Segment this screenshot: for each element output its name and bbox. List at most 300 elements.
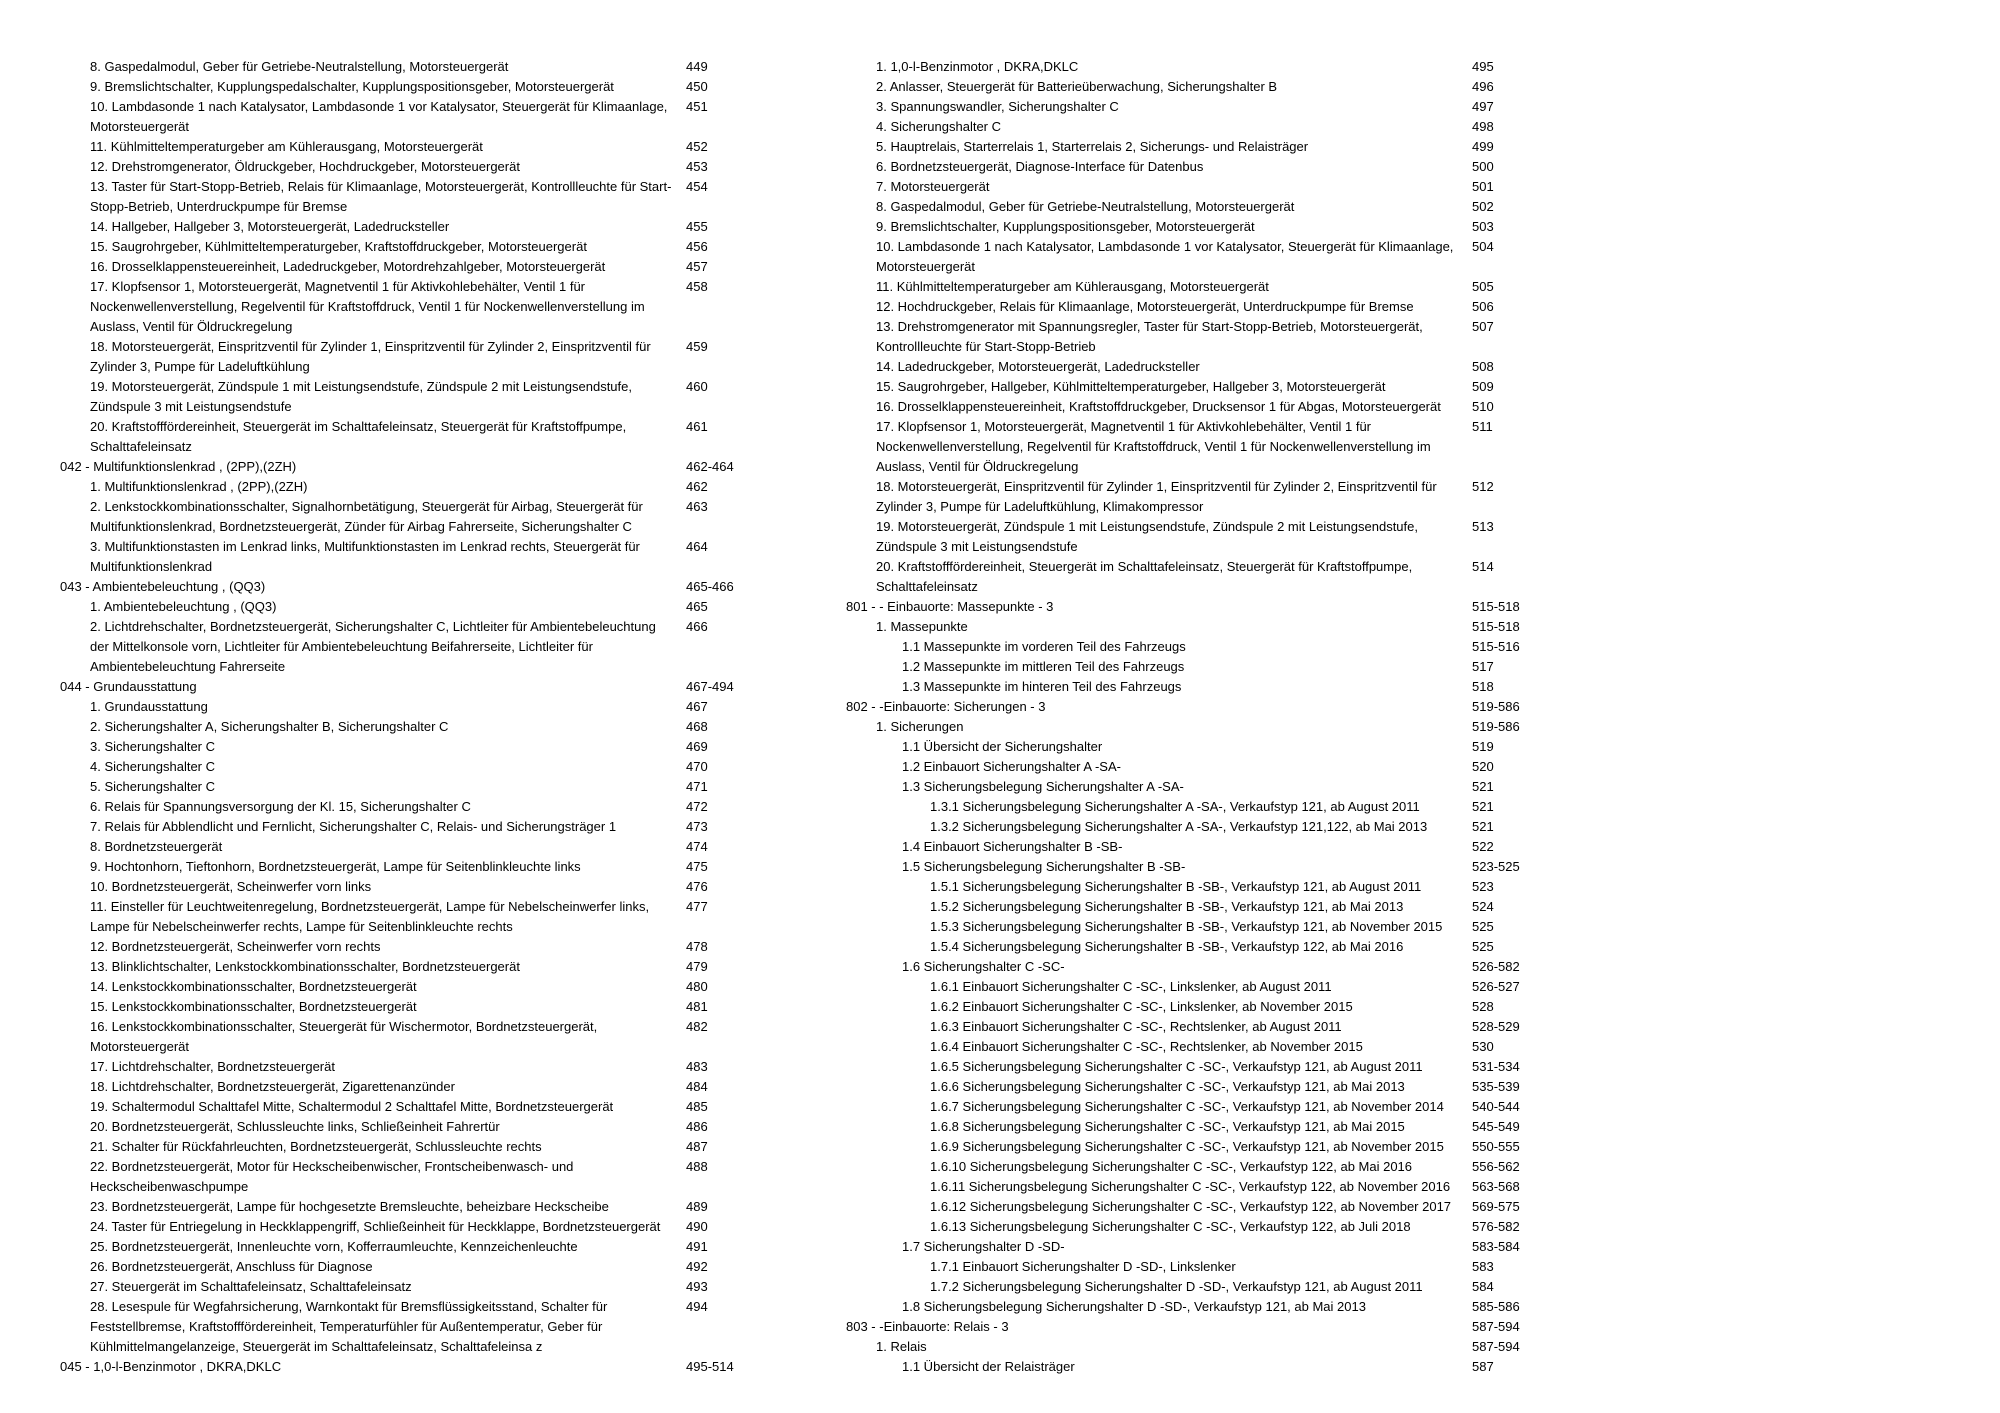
toc-entry-page-number: 535-539 (1472, 1079, 1520, 1094)
toc-entry (60, 1137, 800, 1157)
toc-entry (60, 1117, 800, 1137)
toc-entry-title: 18. Motorsteuergerät, Einspritzventil für Zylinder 1, Einspritzventil für Zylinder 2, Einspritzventil für Zylinder 3, Pumpe für Ladeluftkühlung, Klimakompressor (876, 479, 1437, 514)
toc-entry-title: 14. Hallgeber, Hallgeber 3, Motorsteuergerät, Ladedrucksteller (90, 219, 450, 234)
toc-entry-title: 20. Kraftstofffördereinheit, Steuergerät im Schalttafeleinsatz, Steuergerät für Kraftstoffpumpe, Schalttafeleinsatz (876, 559, 1413, 594)
toc-entry-title: 16. Lenkstockkombinationsschalter, Steuergerät für Wischermotor, Bordnetzsteuergerät, Motorsteuergerät (90, 1019, 598, 1054)
toc-entry (846, 637, 1586, 657)
toc-entry-title: 5. Hauptrelais, Starterrelais 1, Starterrelais 2, Sicherungs- und Relaisträger (876, 139, 1309, 154)
toc-entry (846, 877, 1586, 897)
toc-entry-title: 11. Einsteller für Leuchtweitenregelung, Bordnetzsteuergerät, Lampe für Nebelscheinwerfer links, Lampe für Nebelscheinwerfer rechts, Lampe für Seitenblinkleuchte rechts (90, 899, 650, 934)
toc-entry (60, 1157, 800, 1197)
toc-entry-title: 044 - Grundausstattung (60, 679, 197, 694)
toc-entry (60, 877, 800, 897)
toc-entry-title: 10. Bordnetzsteuergerät, Scheinwerfer vorn links (90, 879, 372, 894)
toc-entry-title: 1. Relais (876, 1339, 927, 1354)
toc-entry-title: 17. Klopfsensor 1, Motorsteuergerät, Magnetventil 1 für Aktivkohlebehälter, Ventil 1 für Nockenwellenverstellung, Regelventil für Kraftstoffdruck, Ventil 1 für Nockenwellenverstellung im Auslass, Ventil für Öldruckregelung (90, 279, 645, 334)
toc-entry-title: 12. Bordnetzsteuergerät, Scheinwerfer vorn rechts (90, 939, 381, 954)
toc-entry-page-number: 506 (1472, 299, 1494, 314)
toc-entry-title: 043 - Ambientebeleuchtung , (QQ3) (60, 579, 266, 594)
toc-entry (60, 1017, 800, 1057)
toc-entry (846, 957, 1586, 977)
toc-entry (846, 177, 1586, 197)
toc-entry (846, 697, 1586, 717)
toc-entry-title: 1.6.8 Sicherungsbelegung Sicherungshalter C -SC-, Verkaufstyp 121, ab Mai 2015 (930, 1119, 1405, 1134)
toc-entry (60, 1277, 800, 1297)
toc-entry (60, 1237, 800, 1257)
toc-entry-page-number: 480 (686, 979, 708, 994)
toc-entry-page-number: 486 (686, 1119, 708, 1134)
toc-entry (60, 537, 800, 577)
toc-entry-title: 3. Sicherungshalter C (90, 739, 216, 754)
toc-entry-page-number: 521 (1472, 799, 1494, 814)
toc-entry (60, 757, 800, 777)
toc-entry-page-number: 465-466 (686, 579, 734, 594)
toc-entry-title: 1.3 Sicherungsbelegung Sicherungshalter A -SA- (902, 779, 1184, 794)
toc-entry-page-number: 540-544 (1472, 1099, 1520, 1114)
toc-entry-page-number: 467 (686, 699, 708, 714)
toc-entry-page-number: 517 (1472, 659, 1494, 674)
toc-entry (846, 937, 1586, 957)
toc-entry-page-number: 583-584 (1472, 1239, 1520, 1254)
toc-entry-title: 1.6.3 Einbauort Sicherungshalter C -SC-, Rechtslenker, ab August 2011 (930, 1019, 1342, 1034)
toc-entry-title: 042 - Multifunktionslenkrad , (2PP),(2ZH) (60, 459, 297, 474)
toc-entry-page-number: 498 (1472, 119, 1494, 134)
toc-entry (60, 977, 800, 997)
toc-entry-page-number: 485 (686, 1099, 708, 1114)
toc-entry-title: 27. Steuergerät im Schalttafeleinsatz, Schalttafeleinsatz (90, 1279, 412, 1294)
toc-entry-page-number: 474 (686, 839, 708, 854)
toc-entry-title: 1. 1,0-l-Benzinmotor , DKRA,DKLC (876, 59, 1079, 74)
toc-entry-page-number: 528-529 (1472, 1019, 1520, 1034)
toc-entry-title: 20. Bordnetzsteuergerät, Schlussleuchte links, Schließeinheit Fahrertür (90, 1119, 500, 1134)
toc-entry-title: 1.2 Massepunkte im mittleren Teil des Fahrzeugs (902, 659, 1185, 674)
toc-entry-page-number: 504 (1472, 239, 1494, 254)
toc-column-right (846, 57, 1586, 1377)
toc-entry-page-number: 475 (686, 859, 708, 874)
toc-entry (846, 1357, 1586, 1377)
toc-entry-title: 1.6.6 Sicherungsbelegung Sicherungshalter C -SC-, Verkaufstyp 121, ab Mai 2013 (930, 1079, 1405, 1094)
toc-entry-title: 1.2 Einbauort Sicherungshalter A -SA- (902, 759, 1121, 774)
toc-entry (846, 857, 1586, 877)
toc-entry-page-number: 519-586 (1472, 699, 1520, 714)
toc-entry-page-number: 489 (686, 1199, 708, 1214)
toc-entry-page-number: 469 (686, 739, 708, 754)
toc-entry (846, 517, 1586, 557)
toc-entry-title: 19. Motorsteuergerät, Zündspule 1 mit Leistungsendstufe, Zündspule 2 mit Leistungsendstufe, Zündspule 3 mit Leistungsendstufe (876, 519, 1418, 554)
toc-entry (846, 57, 1586, 77)
toc-entry (846, 1097, 1586, 1117)
toc-entry (60, 157, 800, 177)
toc-entry (846, 997, 1586, 1017)
toc-entry-title: 14. Ladedruckgeber, Motorsteuergerät, Ladedrucksteller (876, 359, 1200, 374)
toc-entry-page-number: 466 (686, 619, 708, 634)
toc-entry-page-number: 456 (686, 239, 708, 254)
toc-entry-page-number: 525 (1472, 919, 1494, 934)
toc-entry-title: 26. Bordnetzsteuergerät, Anschluss für Diagnose (90, 1259, 373, 1274)
toc-entry-page-number: 471 (686, 779, 708, 794)
toc-entry-title: 10. Lambdasonde 1 nach Katalysator, Lambdasonde 1 vor Katalysator, Steuergerät für Klimaanlage, Motorsteuergerät (876, 239, 1454, 274)
toc-entry-page-number: 530 (1472, 1039, 1494, 1054)
toc-entry (846, 757, 1586, 777)
toc-entry-title: 2. Lichtdrehschalter, Bordnetzsteuergerät, Sicherungshalter C, Lichtleiter für Ambientebeleuchtung der Mittelkonsole vorn, Lichtleiter für Ambientebeleuchtung Beifahrerseite, Lichtleiter für Ambientebeleuchtung Fahrerseite (90, 619, 656, 674)
toc-entry-title: 1.5.4 Sicherungsbelegung Sicherungshalter B -SB-, Verkaufstyp 122, ab Mai 2016 (930, 939, 1404, 954)
toc-entry (60, 377, 800, 417)
toc-entry (60, 477, 800, 497)
toc-entry (846, 677, 1586, 697)
toc-entry-page-number: 465 (686, 599, 708, 614)
toc-entry-title: 802 - -Einbauorte: Sicherungen - 3 (846, 699, 1046, 714)
toc-entry (60, 57, 800, 77)
toc-entry-title: 8. Gaspedalmodul, Geber für Getriebe-Neutralstellung, Motorsteuergerät (90, 59, 509, 74)
toc-entry-page-number: 462 (686, 479, 708, 494)
toc-entry-title: 1. Multifunktionslenkrad , (2PP),(2ZH) (90, 479, 308, 494)
toc-entry-title: 17. Klopfsensor 1, Motorsteuergerät, Magnetventil 1 für Aktivkohlebehälter, Ventil 1 für Nockenwellenverstellung, Regelventil für Kraftstoffdruck, Ventil 1 für Nockenwellenverstellung im Auslass, Ventil für Öldruckregelung (876, 419, 1431, 474)
toc-entry (846, 77, 1586, 97)
toc-entry (846, 1077, 1586, 1097)
toc-entry-title: 1.6.12 Sicherungsbelegung Sicherungshalter C -SC-, Verkaufstyp 122, ab November 2017 (930, 1199, 1452, 1214)
toc-entry (846, 417, 1586, 477)
toc-entry-page-number: 550-555 (1472, 1139, 1520, 1154)
toc-entry (60, 1077, 800, 1097)
toc-entry (846, 137, 1586, 157)
toc-entry-page-number: 521 (1472, 779, 1494, 794)
toc-entry-title: 3. Spannungswandler, Sicherungshalter C (876, 99, 1119, 114)
toc-entry-title: 15. Saugrohrgeber, Hallgeber, Kühlmitteltemperaturgeber, Hallgeber 3, Motorsteuergerät (876, 379, 1386, 394)
toc-entry-title: 11. Kühlmitteltemperaturgeber am Kühlerausgang, Motorsteuergerät (876, 279, 1269, 294)
toc-entry-page-number: 467-494 (686, 679, 734, 694)
toc-entry-title: 13. Drehstromgenerator mit Spannungsregler, Taster für Start-Stopp-Betrieb, Motorsteuergerät, Kontrollleuchte für Start-Stopp-Betrieb (876, 319, 1423, 354)
toc-entry-page-number: 518 (1472, 679, 1494, 694)
toc-entry-page-number: 488 (686, 1159, 708, 1174)
toc-entry (846, 357, 1586, 377)
toc-entry (60, 617, 800, 677)
toc-entry-title: 17. Lichtdrehschalter, Bordnetzsteuergerät (90, 1059, 335, 1074)
toc-entry (60, 217, 800, 237)
toc-entry (60, 697, 800, 717)
toc-entry-page-number: 511 (1472, 419, 1493, 434)
toc-entry-page-number: 451 (686, 99, 708, 114)
toc-entry-page-number: 531-534 (1472, 1059, 1520, 1074)
toc-entry-title: 1.5.2 Sicherungsbelegung Sicherungshalter B -SB-, Verkaufstyp 121, ab Mai 2013 (930, 899, 1404, 914)
toc-entry (846, 717, 1586, 737)
toc-entry-title: 1.3 Massepunkte im hinteren Teil des Fahrzeugs (902, 679, 1182, 694)
toc-entry (846, 557, 1586, 597)
toc-entry-page-number: 459 (686, 339, 708, 354)
toc-entry-title: 2. Lenkstockkombinationsschalter, Signalhornbetätigung, Steuergerät für Airbag, Steuergerät für Multifunktionslenkrad, Bordnetzsteuergerät, Zünder für Airbag Fahrerseite, Sicherungshalter C (90, 499, 643, 534)
toc-entry-title: 1.3.2 Sicherungsbelegung Sicherungshalter A -SA-, Verkaufstyp 121,122, ab Mai 2013 (930, 819, 1428, 834)
toc-entry-page-number: 505 (1472, 279, 1494, 294)
toc-entry-page-number: 468 (686, 719, 708, 734)
toc-entry-title: 1.5.1 Sicherungsbelegung Sicherungshalter B -SB-, Verkaufstyp 121, ab August 2011 (930, 879, 1422, 894)
toc-entry-page-number: 457 (686, 259, 708, 274)
toc-entry-page-number: 483 (686, 1059, 708, 1074)
toc-entry (60, 677, 800, 697)
toc-entry-title: 21. Schalter für Rückfahrleuchten, Bordnetzsteuergerät, Schlussleuchte rechts (90, 1139, 542, 1154)
toc-entry-page-number: 526-582 (1472, 959, 1520, 974)
toc-entry-page-number: 490 (686, 1219, 708, 1234)
toc-entry-page-number: 569-575 (1472, 1199, 1520, 1214)
toc-entry-page-number: 450 (686, 79, 708, 94)
toc-entry (60, 277, 800, 337)
toc-entry-page-number: 502 (1472, 199, 1494, 214)
toc-entry (846, 597, 1586, 617)
toc-entry-page-number: 584 (1472, 1279, 1494, 1294)
toc-entry-page-number: 521 (1472, 819, 1494, 834)
toc-entry (60, 417, 800, 457)
toc-entry-page-number: 583 (1472, 1259, 1494, 1274)
toc-entry-title: 1.6.1 Einbauort Sicherungshalter C -SC-, Linkslenker, ab August 2011 (930, 979, 1332, 994)
toc-entry-page-number: 453 (686, 159, 708, 174)
toc-entry-title: 1.6 Sicherungshalter C -SC- (902, 959, 1065, 974)
toc-entry-title: 18. Lichtdrehschalter, Bordnetzsteuergerät, Zigarettenanzünder (90, 1079, 455, 1094)
toc-entry (846, 377, 1586, 397)
toc-entry (846, 1037, 1586, 1057)
toc-entry-page-number: 587-594 (1472, 1339, 1520, 1354)
toc-entry-page-number: 452 (686, 139, 708, 154)
toc-entry (846, 317, 1586, 357)
toc-entry-page-number: 522 (1472, 839, 1494, 854)
toc-entry-title: 25. Bordnetzsteuergerät, Innenleuchte vorn, Kofferraumleuchte, Kennzeichenleuchte (90, 1239, 578, 1254)
toc-entry-page-number: 495 (1472, 59, 1494, 74)
toc-entry (846, 217, 1586, 237)
toc-entry (60, 257, 800, 277)
toc-entry (846, 1237, 1586, 1257)
toc-entry-title: 23. Bordnetzsteuergerät, Lampe für hochgesetzte Bremsleuchte, beheizbare Heckscheibe (90, 1199, 609, 1214)
toc-entry-page-number: 510 (1472, 399, 1494, 414)
toc-entry-title: 9. Hochtonhorn, Tieftonhorn, Bordnetzsteuergerät, Lampe für Seitenblinkleuchte links (90, 859, 581, 874)
toc-entry (60, 577, 800, 597)
toc-entry-page-number: 501 (1472, 179, 1494, 194)
toc-entry-page-number: 493 (686, 1279, 708, 1294)
toc-entry-page-number: 455 (686, 219, 708, 234)
toc-entry (846, 797, 1586, 817)
toc-entry (60, 837, 800, 857)
toc-entry-title: 4. Sicherungshalter C (876, 119, 1002, 134)
toc-entry-page-number: 473 (686, 819, 708, 834)
toc-entry-title: 19. Schaltermodul Schalttafel Mitte, Schaltermodul 2 Schalttafel Mitte, Bordnetzsteuergerät (90, 1099, 614, 1114)
toc-entry-title: 801 - - Einbauorte: Massepunkte - 3 (846, 599, 1054, 614)
toc-entry-page-number: 514 (1472, 559, 1494, 574)
toc-entry-title: 7. Relais für Abblendlicht und Fernlicht, Sicherungshalter C, Relais- und Sicherungsträger 1 (90, 819, 617, 834)
toc-entry (846, 1257, 1586, 1277)
toc-entry-title: 1.6.13 Sicherungsbelegung Sicherungshalter C -SC-, Verkaufstyp 122, ab Juli 2018 (930, 1219, 1411, 1234)
toc-entry-title: 1.1 Massepunkte im vorderen Teil des Fahrzeugs (902, 639, 1186, 654)
toc-entry-page-number: 503 (1472, 219, 1494, 234)
toc-entry-title: 2. Sicherungshalter A, Sicherungshalter B, Sicherungshalter C (90, 719, 449, 734)
toc-entry-title: 6. Relais für Spannungsversorgung der Kl. 15, Sicherungshalter C (90, 799, 471, 814)
toc-entry-title: 11. Kühlmitteltemperaturgeber am Kühlerausgang, Motorsteuergerät (90, 139, 483, 154)
toc-entry (846, 1297, 1586, 1317)
toc-entry-page-number: 523-525 (1472, 859, 1520, 874)
toc-entry (60, 237, 800, 257)
toc-entry (846, 297, 1586, 317)
toc-entry-title: 13. Taster für Start-Stopp-Betrieb, Relais für Klimaanlage, Motorsteuergerät, Kontrollleuchte für Start-Stopp-Betrieb, Unterdruckpumpe für Bremse (90, 179, 672, 214)
toc-entry-page-number: 484 (686, 1079, 708, 1094)
toc-entry-page-number: 515-516 (1472, 639, 1520, 654)
toc-entry-title: 1. Ambientebeleuchtung , (QQ3) (90, 599, 277, 614)
toc-entry (846, 1177, 1586, 1197)
toc-entry-title: 13. Blinklichtschalter, Lenkstockkombinationsschalter, Bordnetzsteuergerät (90, 959, 520, 974)
toc-entry-title: 15. Saugrohrgeber, Kühlmitteltemperaturgeber, Kraftstoffdruckgeber, Motorsteuergerät (90, 239, 587, 254)
toc-entry (60, 897, 800, 937)
toc-entry-page-number: 449 (686, 59, 708, 74)
toc-entry (60, 77, 800, 97)
toc-entry-title: 1.6.7 Sicherungsbelegung Sicherungshalter C -SC-, Verkaufstyp 121, ab November 2014 (930, 1099, 1444, 1114)
toc-entry-page-number: 587-594 (1472, 1319, 1520, 1334)
toc-entry (846, 617, 1586, 637)
toc-entry (846, 737, 1586, 757)
toc-entry-title: 1.1 Übersicht der Relaisträger (902, 1359, 1075, 1374)
toc-entry (60, 797, 800, 817)
toc-entry (60, 777, 800, 797)
toc-entry-title: 1.6.4 Einbauort Sicherungshalter C -SC-, Rechtslenker, ab November 2015 (930, 1039, 1363, 1054)
toc-entry-page-number: 515-518 (1472, 599, 1520, 614)
toc-entry (60, 857, 800, 877)
toc-entry-title: 1. Massepunkte (876, 619, 968, 634)
toc-entry-title: 1.5 Sicherungsbelegung Sicherungshalter B -SB- (902, 859, 1186, 874)
toc-column-left (60, 57, 800, 1377)
toc-entry (846, 1117, 1586, 1137)
toc-entry-title: 12. Drehstromgenerator, Öldruckgeber, Hochdruckgeber, Motorsteuergerät (90, 159, 520, 174)
toc-entry-title: 1.3.1 Sicherungsbelegung Sicherungshalter A -SA-, Verkaufstyp 121, ab August 2011 (930, 799, 1420, 814)
toc-entry-title: 1.6.11 Sicherungsbelegung Sicherungshalter C -SC-, Verkaufstyp 122, ab November 2016 (930, 1179, 1451, 1194)
toc-entry-title: 1.1 Übersicht der Sicherungshalter (902, 739, 1103, 754)
toc-entry-page-number: 556-562 (1472, 1159, 1520, 1174)
toc-entry-title: 24. Taster für Entriegelung in Heckklappengriff, Schließeinheit für Heckklappe, Bordnetzsteuergerät (90, 1219, 661, 1234)
toc-entry-title: 1.7.2 Sicherungsbelegung Sicherungshalter D -SD-, Verkaufstyp 121, ab August 2011 (930, 1279, 1423, 1294)
toc-entry-title: 2. Anlasser, Steuergerät für Batterieüberwachung, Sicherungshalter B (876, 79, 1278, 94)
toc-entry-page-number: 478 (686, 939, 708, 954)
toc-entry-title: 15. Lenkstockkombinationsschalter, Bordnetzsteuergerät (90, 999, 417, 1014)
toc-entry-page-number: 563-568 (1472, 1179, 1520, 1194)
toc-entry-page-number: 587 (1472, 1359, 1494, 1374)
toc-entry (846, 777, 1586, 797)
toc-entry-page-number: 496 (1472, 79, 1494, 94)
toc-entry (60, 1357, 800, 1377)
toc-entry-page-number: 528 (1472, 999, 1494, 1014)
toc-entry-title: 1.5.3 Sicherungsbelegung Sicherungshalter B -SB-, Verkaufstyp 121, ab November 2015 (930, 919, 1443, 934)
toc-entry-page-number: 519-586 (1472, 719, 1520, 734)
toc-entry (846, 1217, 1586, 1237)
toc-entry-title: 20. Kraftstofffördereinheit, Steuergerät im Schalttafeleinsatz, Steuergerät für Kraftstoffpumpe, Schalttafeleinsatz (90, 419, 627, 454)
toc-entry-page-number: 497 (1472, 99, 1494, 114)
toc-entry-title: 1.6.5 Sicherungsbelegung Sicherungshalter C -SC-, Verkaufstyp 121, ab August 2011 (930, 1059, 1423, 1074)
toc-entry-title: 1.7 Sicherungshalter D -SD- (902, 1239, 1065, 1254)
toc-entry (60, 717, 800, 737)
toc-entry-title: 8. Bordnetzsteuergerät (90, 839, 223, 854)
toc-entry (60, 1057, 800, 1077)
toc-entry (60, 597, 800, 617)
toc-entry-page-number: 492 (686, 1259, 708, 1274)
toc-entry (60, 737, 800, 757)
toc-entry-page-number: 525 (1472, 939, 1494, 954)
toc-entry (846, 837, 1586, 857)
toc-entry (60, 337, 800, 377)
toc-entry-page-number: 513 (1472, 519, 1494, 534)
toc-entry (846, 197, 1586, 217)
toc-entry-title: 28. Lesespule für Wegfahrsicherung, Warnkontakt für Bremsflüssigkeitsstand, Schalter für Feststellbremse, Kraftstofffördereinheit, Temperaturfühler für Außentemperatur, Geber für Kühlmittelmangelanzeige, Steuergerät im Schalttafeleinsatz, Schalttafeleinsa z (90, 1299, 608, 1354)
toc-entry-page-number: 523 (1472, 879, 1494, 894)
toc-entry-title: 19. Motorsteuergerät, Zündspule 1 mit Leistungsendstufe, Zündspule 2 mit Leistungsendstufe, Zündspule 3 mit Leistungsendstufe (90, 379, 632, 414)
toc-entry (846, 1017, 1586, 1037)
toc-entry-page-number: 461 (686, 419, 708, 434)
toc-entry-page-number: 507 (1472, 319, 1494, 334)
toc-entry (846, 117, 1586, 137)
toc-entry-title: 3. Multifunktionstasten im Lenkrad links, Multifunktionstasten im Lenkrad rechts, Steuergerät für Multifunktionslenkrad (90, 539, 640, 574)
toc-entry (846, 1157, 1586, 1177)
toc-entry-page-number: 487 (686, 1139, 708, 1154)
toc-entry-title: 1.6.2 Einbauort Sicherungshalter C -SC-, Linkslenker, ab November 2015 (930, 999, 1353, 1014)
toc-entry-page-number: 481 (686, 999, 708, 1014)
toc-entry-page-number: 524 (1472, 899, 1494, 914)
toc-entry-title: 803 - -Einbauorte: Relais - 3 (846, 1319, 1009, 1334)
toc-entry (60, 957, 800, 977)
toc-entry-page-number: 491 (686, 1239, 708, 1254)
toc-entry-page-number: 464 (686, 539, 708, 554)
toc-entry-title: 7. Motorsteuergerät (876, 179, 990, 194)
toc-entry-title: 8. Gaspedalmodul, Geber für Getriebe-Neutralstellung, Motorsteuergerät (876, 199, 1295, 214)
toc-entry-title: 5. Sicherungshalter C (90, 779, 216, 794)
toc-entry-page-number: 509 (1472, 379, 1494, 394)
toc-entry-page-number: 508 (1472, 359, 1494, 374)
toc-entry-title: 045 - 1,0-l-Benzinmotor , DKRA,DKLC (60, 1359, 282, 1374)
toc-entry-page-number: 519 (1472, 739, 1494, 754)
toc-entry (60, 1097, 800, 1117)
toc-entry (60, 817, 800, 837)
toc-entry-page-number: 494 (686, 1299, 708, 1314)
toc-entry (846, 97, 1586, 117)
toc-entry (60, 97, 800, 137)
toc-entry-page-number: 585-586 (1472, 1299, 1520, 1314)
toc-entry (846, 817, 1586, 837)
toc-entry (60, 497, 800, 537)
toc-entry-page-number: 454 (686, 179, 708, 194)
toc-entry-title: 1.4 Einbauort Sicherungshalter B -SB- (902, 839, 1123, 854)
toc-entry-page-number: 476 (686, 879, 708, 894)
toc-entry-title: 9. Bremslichtschalter, Kupplungspositionsgeber, Motorsteuergerät (876, 219, 1255, 234)
toc-entry (846, 897, 1586, 917)
toc-entry-title: 1.6.9 Sicherungsbelegung Sicherungshalter C -SC-, Verkaufstyp 121, ab November 2015 (930, 1139, 1444, 1154)
toc-entry (846, 477, 1586, 517)
toc-entry-title: 1.6.10 Sicherungsbelegung Sicherungshalter C -SC-, Verkaufstyp 122, ab Mai 2016 (930, 1159, 1413, 1174)
toc-entry (846, 917, 1586, 937)
toc-entry-page-number: 470 (686, 759, 708, 774)
toc-entry (846, 1057, 1586, 1077)
toc-entry (846, 237, 1586, 277)
toc-entry-page-number: 499 (1472, 139, 1494, 154)
toc-entry-page-number: 463 (686, 499, 708, 514)
toc-entry-title: 6. Bordnetzsteuergerät, Diagnose-Interface für Datenbus (876, 159, 1204, 174)
toc-entry (846, 1277, 1586, 1297)
toc-entry (846, 1337, 1586, 1357)
toc-entry-title: 22. Bordnetzsteuergerät, Motor für Heckscheibenwischer, Frontscheibenwasch- und Heckscheibenwaschpumpe (90, 1159, 574, 1194)
toc-entry-page-number: 512 (1472, 479, 1494, 494)
toc-entry (60, 1197, 800, 1217)
toc-entry (846, 1317, 1586, 1337)
toc-entry-page-number: 576-582 (1472, 1219, 1520, 1234)
toc-entry (60, 1297, 800, 1357)
toc-entry (846, 397, 1586, 417)
toc-entry-title: 1.8 Sicherungsbelegung Sicherungshalter D -SD-, Verkaufstyp 121, ab Mai 2013 (902, 1299, 1366, 1314)
toc-entry-page-number: 479 (686, 959, 708, 974)
toc-entry-page-number: 462-464 (686, 459, 734, 474)
toc-entry (60, 937, 800, 957)
toc-entry-title: 12. Hochdruckgeber, Relais für Klimaanlage, Motorsteuergerät, Unterdruckpumpe für Bremse (876, 299, 1414, 314)
toc-entry-title: 16. Drosselklappensteuereinheit, Ladedruckgeber, Motordrehzahlgeber, Motorsteuergerät (90, 259, 606, 274)
toc-entry-title: 4. Sicherungshalter C (90, 759, 216, 774)
toc-entry-page-number: 482 (686, 1019, 708, 1034)
toc-entry-page-number: 477 (686, 899, 708, 914)
